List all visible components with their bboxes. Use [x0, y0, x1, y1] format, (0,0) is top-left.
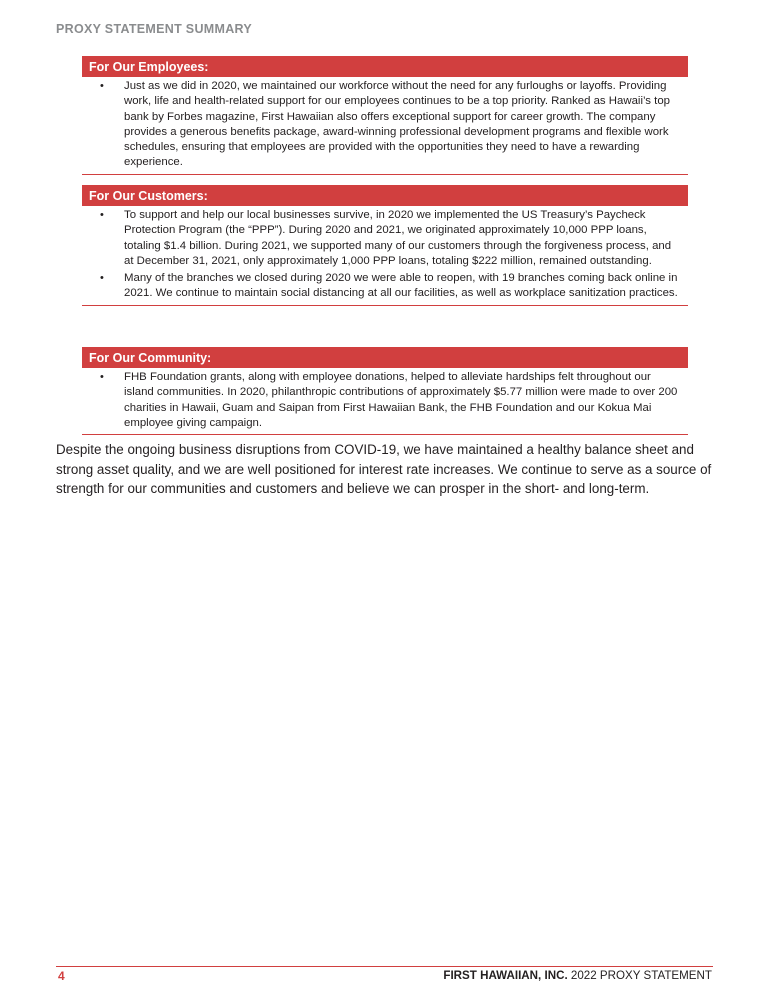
list-item [82, 208, 688, 269]
list-item [82, 271, 688, 305]
footer-document: 2022 PROXY STATEMENT [567, 969, 712, 982]
page-number: 4 [58, 969, 65, 983]
section-employees [82, 56, 688, 175]
section-customers [82, 185, 688, 306]
bullet-text: To support and help our local businesses survive, in 2020 we implemented the US Treasury’s Paycheck Protection Program (the “PPP”). During 2020 and 2021, we originated approximately 10,000 PPP loans, totaling $1.4 billion. During 2021, we supported many of our customers through the forgiveness process, and at December 31, 2021, only approximately 1,000 PPP loans, totaling $222 million, remained outstanding. [124, 209, 672, 267]
bullet-list [82, 208, 688, 306]
page-header-title: PROXY STATEMENT SUMMARY [56, 22, 253, 36]
footer-divider [56, 966, 713, 967]
section-community [82, 347, 688, 435]
bullet-list [82, 370, 688, 435]
closing-paragraph: Despite the ongoing business disruptions from COVID-19, we have maintained a healthy balance sheet and strong asset quality, and we are well positioned for interest rate increases. We continue to serve as a source of strength for our communities and customers and believe we can prosper in the short- and long-term. [56, 442, 712, 496]
footer-document-title [443, 969, 712, 982]
bullet-icon: • [100, 371, 104, 383]
bullet-text: Just as we did in 2020, we maintained our workforce without the need for any furloughs or layoffs. Providing work, life and health-related support for our employees continues to be a top priority. Ranked as Hawaii’s top bank by Forbes magazine, First Hawaiian also offers exceptional support for career growth. The company provides a generous benefits package, award-winning professional development programs and flexible work schedules, ensuring that employees are provided with the opportunities they need to have a rewarding experience. [124, 80, 670, 169]
footer-company: FIRST HAWAIIAN, INC. [443, 969, 568, 982]
bullet-icon: • [100, 209, 104, 221]
section-heading: For Our Employees: [82, 56, 688, 77]
list-item [82, 79, 688, 174]
bullet-icon: • [100, 272, 104, 285]
section-heading: For Our Customers: [82, 185, 688, 206]
bullet-text: FHB Foundation grants, along with employee donations, helped to alleviate hardships felt throughout our island communities. In 2020, philanthropic contributions of approximately $5.77 million were made to over 200 charities in Hawaii, Guam and Saipan from First Hawaiian Bank, the FHB Foundation and our Kokua Mai employee giving campaign. [124, 371, 678, 429]
bullet-text: Many of the branches we closed during 2020 we were able to reopen, with 19 branches coming back online in 2021. We continue to maintain social distancing at all our facilities, as well as workplace sanitization practices. [124, 272, 678, 300]
bullet-list [82, 79, 688, 175]
section-heading: For Our Community: [82, 347, 688, 368]
list-item [82, 370, 688, 434]
bullet-icon: • [100, 80, 104, 92]
